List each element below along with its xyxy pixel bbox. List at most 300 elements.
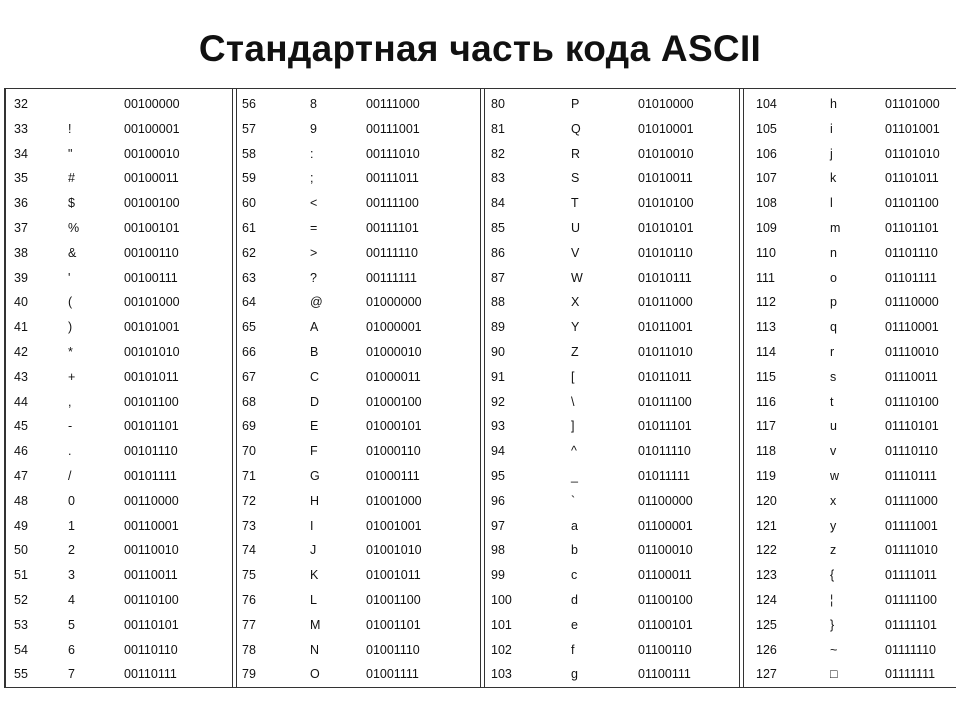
binary-code: 01111000 (885, 493, 938, 508)
character: * (68, 344, 73, 359)
table-row (742, 591, 958, 616)
decimal-code: 88 (491, 295, 505, 310)
binary-code: 01100111 (638, 667, 691, 682)
character: X (571, 295, 580, 310)
table-row (234, 616, 478, 641)
table-row (742, 145, 958, 170)
character: ; (310, 171, 314, 186)
binary-code: 00111111 (366, 270, 417, 285)
character: y (830, 518, 837, 533)
table-row (6, 393, 231, 418)
decimal-code: 32 (14, 97, 28, 111)
character: a (571, 518, 578, 533)
character: H (310, 493, 320, 508)
character: i (830, 121, 833, 136)
table-row (483, 120, 737, 145)
character: Q (571, 121, 581, 136)
table-row (742, 417, 958, 442)
decimal-code: 53 (14, 617, 28, 632)
binary-code: 00110000 (124, 493, 179, 508)
table-row (234, 95, 478, 120)
decimal-code: 123 (756, 568, 777, 583)
character: 0 (68, 493, 75, 508)
table-row (483, 194, 737, 219)
table-row (483, 269, 737, 294)
table-row (234, 442, 478, 467)
table-column-1 (6, 95, 231, 687)
binary-code: 01101000 (885, 97, 940, 111)
column-divider (480, 89, 481, 687)
decimal-code: 57 (242, 121, 256, 136)
character: $ (68, 196, 75, 211)
column-divider (739, 89, 740, 687)
table-row (234, 368, 478, 393)
table-row (742, 219, 958, 244)
table-row (483, 616, 737, 641)
binary-code: 01000001 (366, 320, 422, 335)
table-row (234, 591, 478, 616)
character: n (830, 245, 837, 260)
decimal-code: 78 (242, 642, 256, 657)
decimal-code: 40 (14, 295, 28, 310)
binary-code: 01110010 (885, 344, 939, 359)
character: h (830, 97, 837, 111)
table-row (6, 318, 231, 343)
character: 1 (68, 518, 75, 533)
binary-code: 00101100 (124, 394, 179, 409)
decimal-code: 122 (756, 543, 777, 558)
table-row (483, 368, 737, 393)
binary-code: 01010001 (638, 121, 694, 136)
decimal-code: 125 (756, 617, 777, 632)
decimal-code: 115 (756, 369, 776, 384)
table-row (6, 169, 231, 194)
decimal-code: 51 (14, 568, 28, 583)
character: e (571, 617, 578, 632)
binary-code: 01110100 (885, 394, 939, 409)
binary-code: 01110000 (885, 295, 939, 310)
binary-code: 00101101 (124, 419, 179, 434)
decimal-code: 49 (14, 518, 28, 533)
character: P (571, 97, 580, 111)
table-row (6, 343, 231, 368)
table-row (483, 145, 737, 170)
decimal-code: 98 (491, 543, 505, 558)
character: D (310, 394, 320, 409)
decimal-code: 81 (491, 121, 505, 136)
table-row (234, 219, 478, 244)
table-row (6, 269, 231, 294)
character: v (830, 444, 837, 459)
decimal-code: 87 (491, 270, 505, 285)
decimal-code: 120 (756, 493, 777, 508)
character: & (68, 245, 77, 260)
table-row (483, 318, 737, 343)
decimal-code: 127 (756, 667, 777, 682)
binary-code: 01100100 (638, 592, 693, 607)
decimal-code: 47 (14, 468, 28, 483)
character: ) (68, 320, 73, 335)
decimal-code: 71 (242, 468, 256, 483)
character: B (310, 344, 319, 359)
table-row (6, 244, 231, 269)
character: Y (571, 320, 580, 335)
decimal-code: 64 (242, 295, 256, 310)
binary-code: 01100011 (638, 568, 692, 583)
binary-code: 01011010 (638, 344, 693, 359)
decimal-code: 107 (756, 171, 777, 186)
binary-code: 00101010 (124, 344, 180, 359)
decimal-code: 85 (491, 220, 505, 235)
table-row (742, 541, 958, 566)
binary-code: 01001100 (366, 592, 421, 607)
character: ~ (830, 642, 838, 657)
binary-code: 00110101 (124, 617, 179, 632)
table-row (234, 318, 478, 343)
binary-code: 01101100 (885, 196, 939, 211)
table-column-3 (483, 95, 737, 687)
binary-code: 01011100 (638, 394, 692, 409)
character: F (310, 444, 318, 459)
binary-code: 01000011 (366, 369, 421, 384)
character: - (68, 419, 73, 434)
table-row (6, 194, 231, 219)
character: @ (310, 295, 323, 310)
table-row (742, 244, 958, 269)
binary-code: 01110001 (885, 320, 939, 335)
character: ` (571, 493, 576, 508)
binary-code: 01000010 (366, 344, 422, 359)
table-row (483, 566, 737, 591)
decimal-code: 67 (242, 369, 256, 384)
table-row (234, 145, 478, 170)
character: O (310, 667, 320, 682)
character: f (571, 642, 575, 657)
character: " (68, 146, 73, 161)
table-row (483, 169, 737, 194)
decimal-code: 101 (491, 617, 512, 632)
table-row (483, 467, 737, 492)
decimal-code: 104 (756, 97, 777, 111)
table-row (483, 541, 737, 566)
table-row (234, 343, 478, 368)
binary-code: 00110001 (124, 518, 179, 533)
decimal-code: 119 (756, 468, 776, 483)
binary-code: 01100110 (638, 642, 692, 657)
decimal-code: 58 (242, 146, 256, 161)
table-row (742, 120, 958, 145)
table-row (234, 641, 478, 666)
decimal-code: 56 (242, 97, 256, 111)
character: < (310, 196, 318, 211)
character: □ (830, 667, 838, 682)
table-row (234, 169, 478, 194)
character: ( (68, 295, 73, 310)
decimal-code: 86 (491, 245, 505, 260)
binary-code: 01010100 (638, 196, 694, 211)
binary-code: 01000101 (366, 419, 422, 434)
table-row (234, 194, 478, 219)
decimal-code: 112 (756, 295, 776, 310)
table-row (742, 641, 958, 666)
binary-code: 01111100 (885, 592, 937, 607)
table-row (234, 393, 478, 418)
binary-code: 01011011 (638, 369, 692, 384)
decimal-code: 80 (491, 97, 505, 111)
character: } (830, 617, 835, 632)
table-row (742, 293, 958, 318)
character: m (830, 220, 841, 235)
table-row (483, 641, 737, 666)
binary-code: 00100110 (124, 245, 179, 260)
decimal-code: 48 (14, 493, 28, 508)
binary-code: 00100101 (124, 220, 180, 235)
table-row (483, 591, 737, 616)
table-row (234, 244, 478, 269)
binary-code: 01110011 (885, 369, 938, 384)
decimal-code: 36 (14, 196, 28, 211)
binary-code: 00111010 (366, 146, 420, 161)
character: _ (571, 468, 578, 483)
decimal-code: 114 (756, 344, 776, 359)
table-row (6, 417, 231, 442)
character: A (310, 320, 319, 335)
binary-code: 01011111 (638, 468, 690, 483)
binary-code: 00110010 (124, 543, 179, 558)
table-row (6, 541, 231, 566)
character: G (310, 468, 320, 483)
table-row (6, 145, 231, 170)
character: [ (571, 369, 575, 384)
binary-code: 00111011 (366, 171, 419, 186)
table-column-4 (742, 95, 958, 687)
character: K (310, 568, 319, 583)
binary-code: 00100010 (124, 146, 180, 161)
table-row (6, 566, 231, 591)
decimal-code: 66 (242, 344, 256, 359)
decimal-code: 74 (242, 543, 256, 558)
decimal-code: 116 (756, 394, 776, 409)
character: p (830, 295, 837, 310)
table-row (483, 293, 737, 318)
character: = (310, 220, 318, 235)
character: k (830, 171, 837, 186)
binary-code: 01010101 (638, 220, 694, 235)
table-row (483, 417, 737, 442)
decimal-code: 105 (756, 121, 777, 136)
character: . (68, 444, 72, 459)
character: d (571, 592, 578, 607)
table-row (6, 492, 231, 517)
decimal-code: 95 (491, 468, 505, 483)
table-row (742, 517, 958, 542)
binary-code: 01010011 (638, 171, 693, 186)
binary-code: 01101111 (885, 270, 937, 285)
table-row (6, 641, 231, 666)
binary-code: 01001101 (366, 617, 421, 632)
decimal-code: 110 (756, 245, 776, 260)
table-row (234, 566, 478, 591)
table-row (742, 467, 958, 492)
table-row (234, 467, 478, 492)
table-row (742, 368, 958, 393)
character: w (830, 468, 840, 483)
decimal-code: 118 (756, 444, 776, 459)
character: t (830, 394, 834, 409)
table-row (742, 269, 958, 294)
character: { (830, 568, 835, 583)
binary-code: 01001110 (366, 642, 420, 657)
character: 9 (310, 121, 317, 136)
decimal-code: 60 (242, 196, 256, 211)
table-row (742, 318, 958, 343)
binary-code: 00100111 (124, 270, 178, 285)
binary-code: 00100011 (124, 171, 179, 186)
table-row (483, 343, 737, 368)
decimal-code: 39 (14, 270, 28, 285)
table-row (6, 120, 231, 145)
table-row (6, 467, 231, 492)
decimal-code: 106 (756, 146, 777, 161)
binary-code: 01010110 (638, 245, 693, 260)
binary-code: 01011000 (638, 295, 693, 310)
decimal-code: 103 (491, 667, 512, 682)
decimal-code: 79 (242, 667, 256, 682)
binary-code: 01101110 (885, 245, 938, 260)
table-row (6, 219, 231, 244)
character: r (830, 344, 835, 359)
decimal-code: 50 (14, 543, 28, 558)
binary-code: 00111000 (366, 97, 420, 111)
decimal-code: 91 (491, 369, 505, 384)
character (68, 97, 71, 111)
character: 5 (68, 617, 75, 632)
table-row (6, 517, 231, 542)
table-row (483, 95, 737, 120)
character: # (68, 171, 75, 186)
decimal-code: 121 (756, 518, 777, 533)
binary-code: 01001010 (366, 543, 422, 558)
decimal-code: 54 (14, 642, 28, 657)
table-row (483, 393, 737, 418)
character: q (830, 320, 837, 335)
decimal-code: 33 (14, 121, 28, 136)
binary-code: 01100101 (638, 617, 693, 632)
binary-code: 01011001 (638, 320, 693, 335)
binary-code: 01001011 (366, 568, 421, 583)
decimal-code: 111 (756, 270, 776, 285)
decimal-code: 108 (756, 196, 777, 211)
binary-code: 01111001 (885, 518, 938, 533)
binary-code: 01100010 (638, 543, 693, 558)
decimal-code: 61 (242, 220, 256, 235)
decimal-code: 92 (491, 394, 505, 409)
character: \ (571, 394, 575, 409)
table-row (742, 616, 958, 641)
decimal-code: 69 (242, 419, 256, 434)
character: j (830, 146, 833, 161)
character: R (571, 146, 581, 161)
table-row (742, 95, 958, 120)
table-row (6, 95, 231, 120)
table-row (234, 665, 478, 690)
table-row (742, 492, 958, 517)
decimal-code: 72 (242, 493, 256, 508)
binary-code: 01000100 (366, 394, 422, 409)
character: u (830, 419, 837, 434)
binary-code: 01011110 (638, 444, 691, 459)
character: U (571, 220, 581, 235)
binary-code: 01100001 (638, 518, 693, 533)
table-column-2 (234, 95, 478, 687)
character: ' (68, 270, 71, 285)
decimal-code: 77 (242, 617, 256, 632)
table-row (234, 269, 478, 294)
decimal-code: 43 (14, 369, 28, 384)
character: ] (571, 419, 575, 434)
table-row (6, 591, 231, 616)
table-row (6, 616, 231, 641)
table-row (483, 219, 737, 244)
binary-code: 00101111 (124, 468, 177, 483)
binary-code: 01101010 (885, 146, 940, 161)
decimal-code: 46 (14, 444, 28, 459)
character: s (830, 369, 837, 384)
table-row (6, 293, 231, 318)
table-row (742, 566, 958, 591)
ascii-table (4, 88, 956, 688)
character: l (830, 196, 833, 211)
binary-code: 01101101 (885, 220, 939, 235)
table-row (742, 665, 958, 690)
binary-code: 00111101 (366, 220, 419, 235)
character: + (68, 369, 76, 384)
table-row (6, 442, 231, 467)
decimal-code: 113 (756, 320, 776, 335)
table-row (483, 244, 737, 269)
character: > (310, 245, 318, 260)
binary-code: 01111111 (885, 667, 936, 682)
character: ^ (571, 444, 577, 459)
table-row (742, 194, 958, 219)
table-row (483, 442, 737, 467)
binary-code: 01010111 (638, 270, 692, 285)
character: Z (571, 344, 579, 359)
decimal-code: 124 (756, 592, 777, 607)
binary-code: 00100000 (124, 97, 180, 111)
decimal-code: 73 (242, 518, 256, 533)
table-row (483, 492, 737, 517)
binary-code: 01000110 (366, 444, 421, 459)
binary-code: 00101001 (124, 320, 180, 335)
decimal-code: 117 (756, 419, 776, 434)
decimal-code: 44 (14, 394, 28, 409)
binary-code: 01111010 (885, 543, 938, 558)
character: % (68, 220, 80, 235)
decimal-code: 97 (491, 518, 505, 533)
binary-code: 00101000 (124, 295, 180, 310)
character: / (68, 468, 72, 483)
character: b (571, 543, 578, 558)
decimal-code: 76 (242, 592, 256, 607)
binary-code: 01001001 (366, 518, 422, 533)
character: J (310, 543, 317, 558)
character: ? (310, 270, 317, 285)
decimal-code: 109 (756, 220, 777, 235)
column-divider (232, 89, 233, 687)
decimal-code: 65 (242, 320, 256, 335)
decimal-code: 34 (14, 146, 28, 161)
